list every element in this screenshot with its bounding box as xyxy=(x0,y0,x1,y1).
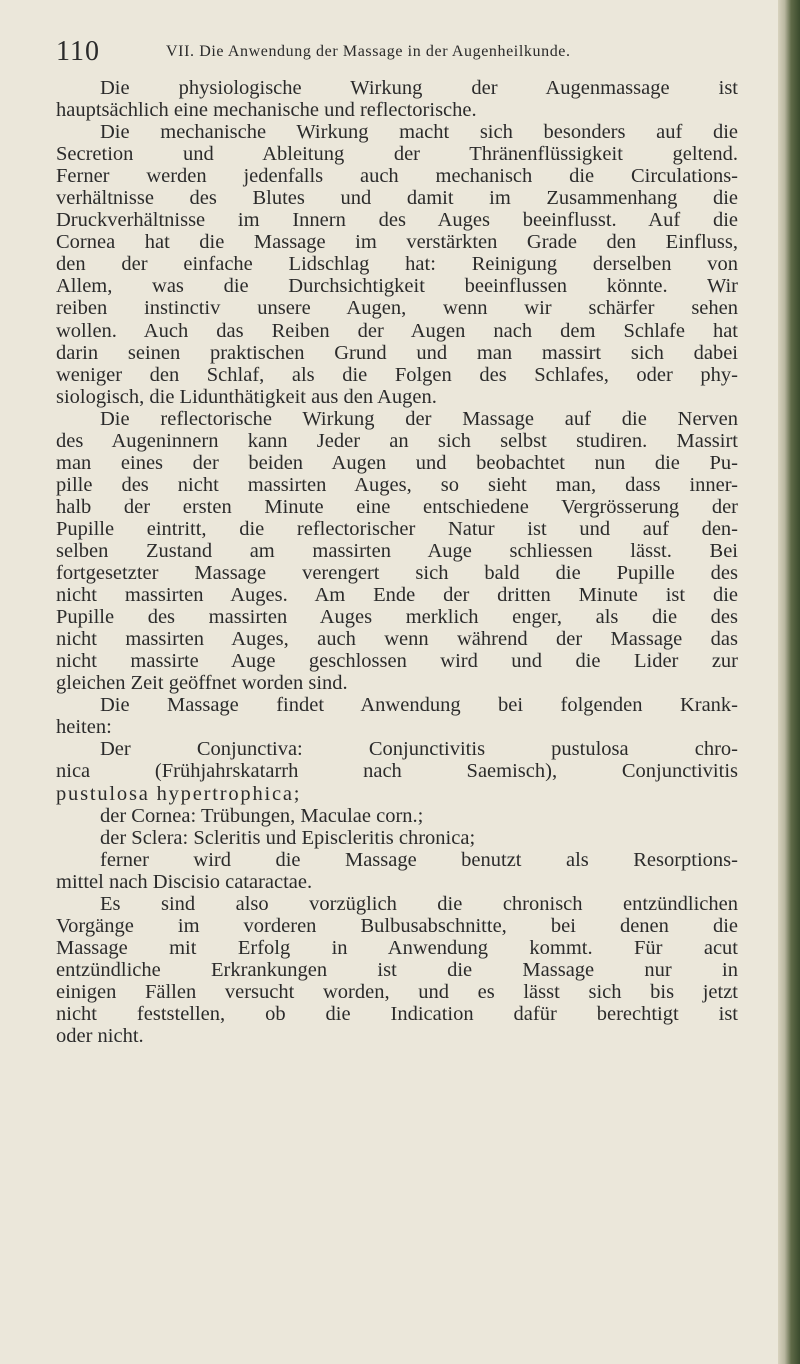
text-line: nicht massirten Auges. Am Ende der dritten Minute ist die xyxy=(56,584,738,607)
text-line: man eines der beiden Augen und beobachtet nun die Pu- xyxy=(56,451,738,474)
text-line: verhältnisse des Blutes und damit im Zusammenhang die xyxy=(56,187,738,210)
text-line: einigen Fällen versucht worden, und es lässt sich bis jetzt xyxy=(56,980,738,1003)
text-line: Ferner werden jedenfalls auch mechanisch die Circulations- xyxy=(56,165,738,188)
text-line: Pupille eintritt, die reflectorischer Natur ist und auf den- xyxy=(56,517,738,540)
text-line: wollen. Auch das Reiben der Augen nach dem Schlafe hat xyxy=(56,319,738,342)
text-line: fortgesetzter Massage verengert sich bald die Pupille des xyxy=(56,562,738,585)
text-line: pustulosa hypertrophica; xyxy=(56,782,302,805)
text-line: Cornea hat die Massage im verstärkten Grade den Einfluss, xyxy=(56,231,738,254)
text-line: Secretion und Ableitung der Thränenflüssigkeit geltend. xyxy=(56,143,738,166)
text-line: nica (Frühjahrskatarrh nach Saemisch), Conjunctivitis xyxy=(56,760,738,783)
book-edge xyxy=(778,0,800,1364)
page-number: 110 xyxy=(56,36,100,67)
text-line: nicht massirten Auges, auch wenn während der Massage das xyxy=(56,628,738,651)
running-head: VII. Die Anwendung der Massage in der Augenheilkunde. xyxy=(166,43,571,60)
text-line: selben Zustand am massirten Auge schliessen lässt. Bei xyxy=(56,539,738,562)
text-line: siologisch, die Lidunthätigkeit aus den Augen. xyxy=(56,385,437,408)
text-line: weniger den Schlaf, als die Folgen des Schlafes, oder phy- xyxy=(56,363,738,386)
text-line: Die physiologische Wirkung der Augenmassage ist xyxy=(100,77,738,99)
text-line: Druckverhältnisse im Innern des Auges beeinflusst. Auf die xyxy=(56,209,738,232)
text-line: Der Conjunctiva: Conjunctivitis pustulosa chro- xyxy=(100,738,738,761)
text-line: Allem, was die Durchsichtigkeit beeinflussen könnte. Wir xyxy=(56,275,738,298)
text-line: Es sind also vorzüglich die chronisch entzündlichen xyxy=(100,892,738,915)
text-line: oder nicht. xyxy=(56,1025,144,1048)
text-line: Pupille des massirten Auges merklich enger, als die des xyxy=(56,606,738,629)
page-header xyxy=(56,34,746,74)
text-line: nicht feststellen, ob die Indication dafür berechtigt ist xyxy=(56,1002,738,1025)
text-line: pille des nicht massirten Auges, so sieht man, dass inner- xyxy=(56,473,738,496)
text-line: nicht massirte Auge geschlossen wird und die Lider zur xyxy=(56,650,738,673)
text-line: mittel nach Discisio cataractae. xyxy=(56,870,313,893)
text-line: der Sclera: Scleritis und Episcleritis chronica; xyxy=(100,826,476,849)
text-line: den der einfache Lidschlag hat: Reinigung derselben von xyxy=(56,253,738,276)
text-line: Die mechanische Wirkung macht sich besonders auf die xyxy=(100,121,738,144)
text-line: Massage mit Erfolg in Anwendung kommt. Für acut xyxy=(56,936,738,959)
text-line: Vorgänge im vorderen Bulbusabschnitte, bei denen die xyxy=(56,914,738,937)
text-line: gleichen Zeit geöffnet worden sind. xyxy=(56,672,348,695)
text-line: hauptsächlich eine mechanische und reflectorische. xyxy=(56,99,477,122)
text-line: entzündliche Erkrankungen ist die Massage nur in xyxy=(56,958,738,981)
text-line: heiten: xyxy=(56,716,112,739)
text-line: ferner wird die Massage benutzt als Resorptions- xyxy=(100,848,738,871)
text-line: der Cornea: Trübungen, Maculae corn.; xyxy=(100,804,424,827)
text-line: des Augeninnern kann Jeder an sich selbst studiren. Massirt xyxy=(56,429,738,452)
body-text xyxy=(56,77,738,1047)
text-line: halb der ersten Minute eine entschiedene Vergrösserung der xyxy=(56,495,738,518)
text-line: darin seinen praktischen Grund und man massirt sich dabei xyxy=(56,341,738,364)
text-line: Die Massage findet Anwendung bei folgenden Krank- xyxy=(100,694,738,717)
text-line: reiben instinctiv unsere Augen, wenn wir schärfer sehen xyxy=(56,297,738,320)
text-line: Die reflectorische Wirkung der Massage auf die Nerven xyxy=(100,407,738,430)
